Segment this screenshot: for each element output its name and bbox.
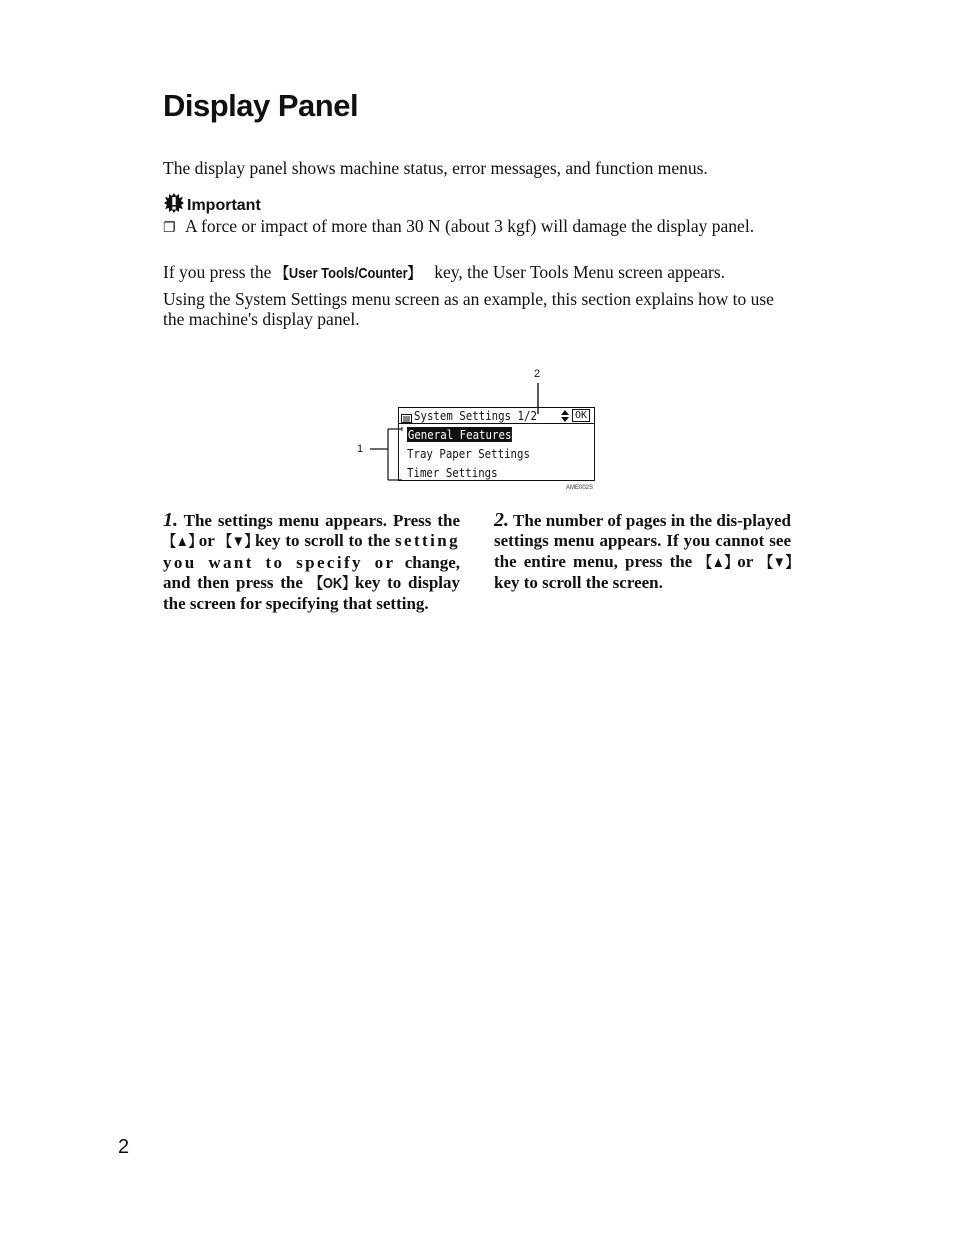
down-key: 【▼】 xyxy=(219,533,258,551)
intro-paragraph: The display panel shows machine status, error messages, and function menus. xyxy=(163,158,708,178)
figure-code: AME002S xyxy=(566,485,594,491)
lcd-menu-item-general-features[interactable]: General Features xyxy=(407,427,512,442)
note-1-number: 1. xyxy=(163,509,178,531)
lcd-menu-item-tray-paper-settings[interactable]: Tray Paper Settings xyxy=(407,446,530,461)
lcd-menu-item-timer-settings[interactable]: Timer Settings xyxy=(407,465,498,480)
important-heading xyxy=(163,192,261,219)
page-title: Display Panel xyxy=(163,88,359,123)
checkbox-bullet-icon: ❐ xyxy=(163,220,176,236)
important-item-text: A force or impact of more than 30 N (about 3 kgf) will damage the display panel. xyxy=(185,216,755,236)
important-label: Important xyxy=(187,196,261,214)
ok-key: 【OK】 xyxy=(309,574,355,592)
note-2-number: 2. xyxy=(494,509,509,531)
page-number: 2 xyxy=(118,1136,130,1158)
scroll-updown-icon xyxy=(560,410,570,425)
user-tools-text-post: key, the User Tools Menu screen appears. xyxy=(429,262,726,282)
important-item xyxy=(163,216,791,238)
menu-list-icon xyxy=(401,411,412,426)
note-2: 2. The number of pages in the dis-played settings menu appears. If you cannot see the entire menu, press the 【▲】 or 【▼】 key to scroll the screen. xyxy=(494,509,799,592)
user-tools-counter-key: 【User Tools/Counter】 xyxy=(275,265,421,282)
user-tools-paragraph xyxy=(163,262,791,284)
lcd-header-text: System Settings 1/2 xyxy=(414,408,537,423)
down-key-2: 【▼】 xyxy=(760,553,799,571)
user-tools-text-pre: If you press the xyxy=(163,262,276,282)
up-key: 【▲】 xyxy=(163,533,202,551)
system-settings-paragraph: Using the System Settings menu screen as an example, this section explains how to use the machine's display panel. xyxy=(163,289,774,329)
callout-2-label: 2 xyxy=(534,368,541,380)
lcd-ok-button[interactable]: OK xyxy=(572,409,590,422)
up-key-2: 【▲】 xyxy=(699,553,738,571)
lcd-display xyxy=(398,407,595,481)
note-1: 1. The settings menu appears. Press the 【▲】 or 【▼】 key to scroll to the setting you want to specify or change, and then press the 【OK】 key to display the screen for specifying that setting. xyxy=(163,509,461,614)
callout-1-label: 1 xyxy=(357,443,364,455)
lcd-header xyxy=(399,408,594,424)
important-icon xyxy=(163,192,185,219)
